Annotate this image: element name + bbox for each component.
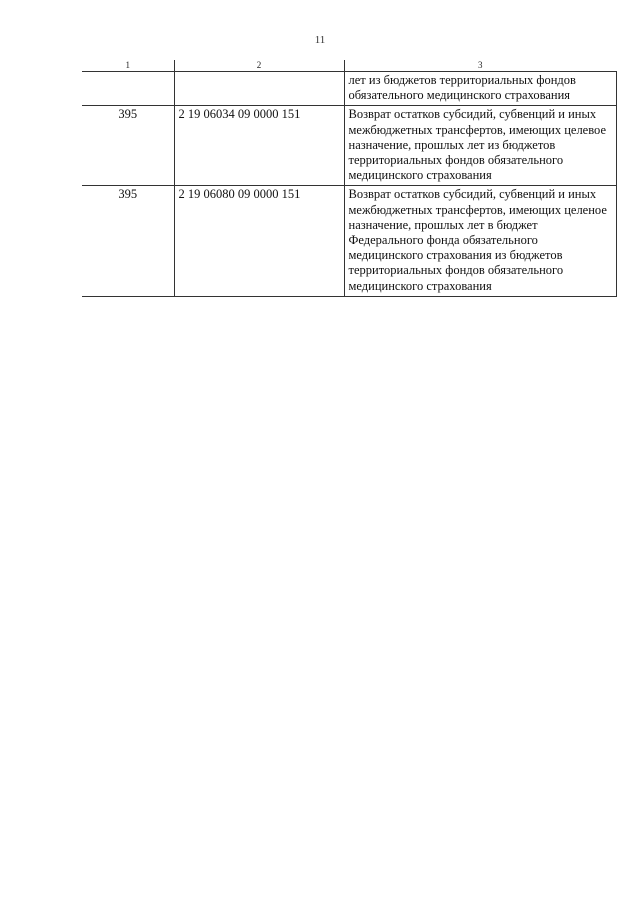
description-cell: лет из бюджетов территориальных фондов обязательного медицинского страхования: [344, 72, 616, 106]
column-header-1: 1: [82, 60, 174, 72]
column-header-2: 2: [174, 60, 344, 72]
description-cell: Возврат остатков субсидий, субвенций и иных межбюджетных трансфертов, имеющих целевое назначение, прошлых лет из бюджетов территориальных фондов обязательного медицинского страхования: [344, 106, 616, 186]
table-row: [82, 72, 616, 106]
description-cell: Возврат остатков субсидий, субвенций и иных межбюджетных трансфертов, имеющих целеное назначение, прошлых лет в бюджет Федерального фонда обязательного медицинского страхования из бюджетов территориальных фондов обязательного медицинского страхования: [344, 186, 616, 296]
admin-code-cell: [82, 72, 174, 106]
budget-code-table: [82, 60, 617, 297]
admin-code-cell: 395: [82, 186, 174, 296]
budget-code-cell: [174, 72, 344, 106]
table-row: [82, 186, 616, 296]
column-header-3: 3: [344, 60, 616, 72]
admin-code-cell: 395: [82, 106, 174, 186]
budget-code-cell: 2 19 06034 09 0000 151: [174, 106, 344, 186]
page-number: 11: [314, 34, 326, 46]
table-header-row: [82, 60, 616, 72]
table-row: [82, 106, 616, 186]
budget-code-cell: 2 19 06080 09 0000 151: [174, 186, 344, 296]
